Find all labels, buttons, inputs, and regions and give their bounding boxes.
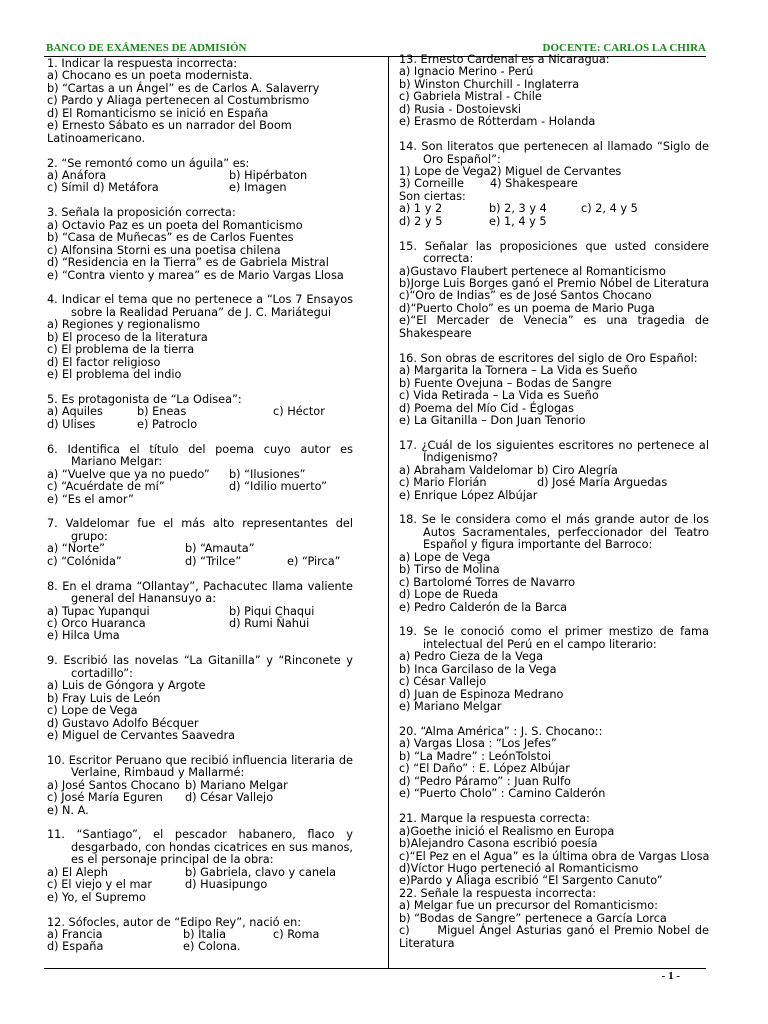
question (47, 207, 353, 282)
option: d) César Vallejo (185, 791, 274, 805)
option: d) El Romanticismo se inició en España (47, 106, 269, 120)
question (47, 518, 353, 568)
header-right-teacher: DOCENTE: CARLOS LA CHIRA (542, 42, 706, 54)
option: a) Octavio Paz es un poeta del Romanticismo (47, 218, 303, 232)
option: a) Margarita la Tornera – La Vida es Sueño (399, 364, 638, 378)
option: e) N. A. (47, 803, 89, 817)
option: b) Mariano Melgar (185, 778, 288, 792)
right-column (399, 53, 713, 950)
option: d) Ulises (47, 417, 96, 431)
option: d) Metáfora (93, 181, 159, 195)
option: d) “Pedro Páramo” : Juan Rulfo (399, 774, 571, 788)
option: b) Gabriela, clavo y canela (185, 865, 337, 879)
option: e) “Es el amor” (47, 492, 134, 506)
option: b) Fuente Ovejuna – Bodas de Sangre (399, 376, 612, 390)
option: a) Melgar fue un precursor del Romanticismo: (399, 899, 658, 913)
option: b) Tirso de Molina (399, 563, 500, 577)
option: d) José María Arguedas (537, 476, 668, 490)
question-stem: 18. Se le considera como el más grande autor de los Autos Sacramentales, perfeccionador del Teatro Español y figura importante del Barroco: (399, 513, 709, 552)
question-stem: 22. Señale la respuesta incorrecta: (399, 886, 597, 900)
question-stem: 15. Señalar las proposiciones que usted considere correcta: (399, 239, 709, 266)
option: d) Gustavo Adolfo Bécquer (47, 716, 199, 730)
option: c) 2, 4 y 5 (581, 202, 638, 216)
option: c) “El Daño” : E. López Albújar (399, 762, 570, 776)
option: e) Patroclo (137, 417, 198, 431)
question (47, 829, 353, 904)
question-stem: 7. Valdelomar fue el más alto representantes del grupo: (47, 517, 353, 543)
option: e) Imagen (229, 181, 287, 195)
option: e) “Pirca” (287, 554, 341, 568)
option: b) Fray Luis de León (47, 691, 161, 705)
question (399, 726, 709, 801)
option: d) Lope de Rueda (399, 588, 499, 602)
option: a) El Aleph (47, 865, 108, 879)
option: e) “Contra viento y marea” es de Mario Vargas Llosa (47, 268, 344, 282)
option: e) Yo, el Supremo (47, 890, 146, 904)
option: e) Hilca Uma (47, 629, 120, 643)
option: c) Orco Huaranca (47, 616, 146, 630)
option: c) César Vallejo (399, 675, 487, 689)
option: b) El proceso de la literatura (47, 330, 208, 344)
option: e) “Puerto Cholo” : Camino Calderón (399, 787, 606, 801)
option: c) “Acuérdate de mí” (47, 480, 165, 494)
question (47, 294, 353, 381)
option: c)“Oro de Indias” es de José Santos Chocano (399, 289, 652, 303)
option: 1) Lope de Vega (399, 165, 491, 179)
question-stem: 19. Se le conoció como el primer mestizo de fama intelectual del Perú en el campo literario: (399, 625, 709, 651)
question-stem: 6. Identifica el título del poema cuyo autor es Mariano Melgar: (47, 442, 353, 469)
page-number: - 1 - (661, 970, 680, 982)
option: b) “Ilusiones” (229, 467, 306, 481)
question-stem: 20. “Alma América” : J. S. Chocano:: (399, 725, 603, 739)
option: a) Luis de Góngora y Argote (47, 679, 206, 693)
option: d) “Idilio muerto” (229, 480, 327, 494)
option: d) El factor religioso (47, 355, 161, 369)
question (399, 440, 709, 502)
option: a) 1 y 2 (399, 202, 443, 216)
question (47, 444, 353, 506)
question-stem: 16. Son obras de escritores del siglo de Oro Español: (399, 351, 698, 365)
question (399, 241, 709, 341)
option: d)“Puerto Cholo” es un poema de Mario Puga (399, 301, 655, 315)
question (399, 141, 709, 228)
option: a) Tupac Yupanqui (47, 604, 150, 618)
question (399, 514, 709, 614)
question-stem: 17. ¿Cuál de los siguientes escritores no pertenece al Indigenismo? (399, 438, 709, 465)
option: b) Eneas (137, 405, 187, 419)
question-stem: 4. Indicar el tema que no pertenece a “Los 7 Ensayos sobre la Realidad Peruana” de J. C. Mariátegui (47, 293, 353, 319)
option: c) Roma (273, 928, 320, 942)
option: e) Mariano Melgar (399, 700, 502, 714)
question (47, 581, 353, 643)
option: d) “Residencia en la Tierra” es de Gabriela Mistral (47, 256, 329, 270)
option: c) Símil (47, 181, 89, 195)
question (47, 58, 353, 145)
option: b)Jorge Luis Borges ganó el Premio Nóbel de Literatura (399, 277, 710, 291)
option: e) Colona. (183, 940, 241, 954)
option: b) Inca Garcilaso de la Vega (399, 662, 557, 676)
option: d) Poema del Mío Cid - Églogas (399, 401, 574, 415)
option: c) Mario Florián (399, 476, 487, 490)
question-stem: 5. Es protagonista de “La Odisea”: (47, 392, 242, 406)
question (399, 626, 709, 713)
option: a) Chocano es un poeta modernista. (47, 69, 253, 83)
option: c) Héctor (273, 405, 325, 419)
option: c) Alfonsina Storni es una poetisa chilena (47, 243, 281, 257)
option: b) Hipérbaton (229, 169, 308, 183)
option: e) Pedro Calderón de la Barca (399, 600, 568, 614)
option: d) Juan de Espinoza Medrano (399, 687, 564, 701)
option: e) 1, 4 y 5 (489, 214, 547, 228)
option: d) Rumi Ñahui (229, 616, 310, 630)
option: d) Huasipungo (185, 878, 268, 892)
option: e) Ernesto Sábato es un narrador del Boom Latinoamericano. (47, 119, 292, 145)
option: b) Ciro Alegría (537, 463, 618, 477)
option: a) Aquiles (47, 405, 103, 419)
footer-rule (44, 968, 706, 969)
option: a) “Norte” (47, 542, 106, 556)
question-stem: 13. Ernesto Cardenal es a Nicaragua: (399, 53, 610, 66)
option: d) Rusia - Dostoievski (399, 102, 522, 116)
option: a)Gustavo Flaubert pertenece al Romanticismo (399, 264, 666, 278)
question-stem: 11. “Santiago”, el pescador habanero, flaco y desgarbado, con hondas cicatrices en sus manos, es el personaje principal de la obra: (47, 828, 353, 867)
option: c)“El Pez en el Agua” es la última obra de Vargas Llosa (399, 849, 710, 863)
option: b) “Casa de Muñecas” es de Carlos Fuentes (47, 231, 294, 245)
option: d)Víctor Hugo perteneció al Romanticismo (399, 861, 639, 875)
question-stem: 12. Sófocles, autor de “Edipo Rey”, nació en: (47, 915, 302, 929)
option: e) Enrique López Albújar (399, 488, 538, 502)
option: a) “Vuelve que ya no puedo” (47, 467, 210, 481)
question (47, 655, 353, 742)
option: b)Alejandro Casona escribió poesía (399, 837, 598, 851)
question (47, 394, 353, 431)
option: a) Lope de Vega (399, 550, 491, 564)
option: a) José Santos Chocano (47, 778, 180, 792)
question-stem: 10. Escritor Peruano que recibió influencia literaria de Verlaine, Rimbaud y Mallarmé: (47, 753, 353, 780)
option: c) Gabriela Mistral - Chile (399, 90, 542, 104)
option: c) “Colónida” (47, 554, 122, 568)
option: c) Miguel Ángel Asturias ganó el Premio Nobel de Literatura (399, 924, 713, 950)
question (47, 158, 353, 195)
option: d) 2 y 5 (399, 214, 443, 228)
question (399, 353, 709, 428)
question (47, 917, 353, 954)
option: e) El problema del indio (47, 368, 182, 382)
option: a) Anáfora (47, 169, 107, 183)
question-stem: 2. “Se remontó como un águila” es: (47, 156, 250, 170)
option: a) Francia (47, 928, 103, 942)
question-stem: 14. Son literatos que pertenecen al llamado “Siglo de Oro Español”: (399, 140, 709, 166)
option: a)Goethe inició el Realismo en Europa (399, 824, 615, 838)
option: b) “Cartas a un Ángel” es de Carlos A. Salaverry (47, 81, 320, 95)
option: a) Vargas Llosa : “Los Jefes” (399, 737, 557, 751)
option: b) “Amauta” (185, 542, 255, 556)
question (399, 54, 709, 129)
option: c) Vida Retirada – La Vida es Sueño (399, 389, 599, 403)
question (399, 813, 709, 888)
option: e) La Gitanilla – Don Juan Tenorio (399, 413, 586, 427)
option: d) España (47, 940, 104, 954)
option: b) “La Madre” : LeónTolstoi (399, 749, 552, 763)
question-stem: 21. Marque la respuesta correcta: (399, 812, 590, 826)
question-stem: 3. Señala la proposición correcta: (47, 206, 236, 220)
option: c) El problema de la tierra (47, 343, 195, 357)
left-column (47, 58, 353, 954)
option: d) “Trilce” (185, 554, 242, 568)
option: a) Pedro Cieza de la Vega (399, 650, 544, 664)
header-left-title: BANCO DE EXÁMENES DE ADMISIÓN (46, 42, 247, 54)
option: c) Bartolomé Torres de Navarro (399, 575, 576, 589)
option: a) Regiones y regionalismo (47, 318, 201, 332)
column-divider (388, 56, 389, 968)
option: 3) Corneille (399, 177, 464, 191)
question (47, 755, 353, 817)
option: b) 2, 3 y 4 (489, 202, 547, 216)
question-stem: 9. Escribió las novelas “La Gitanilla” y “Rinconete y cortadillo”: (47, 654, 353, 680)
option: c) Pardo y Aliaga pertenecen al Costumbrismo (47, 94, 310, 108)
option: c) José María Eguren (47, 791, 163, 805)
option-caption: Son ciertas: (399, 189, 466, 203)
option: 4) Shakespeare (490, 177, 578, 191)
option: e)Pardo y Aliaga escribió “El Sargento Canuto” (399, 874, 663, 888)
option: 2) Miguel de Cervantes (490, 165, 622, 179)
option: c) El viejo y el mar (47, 878, 153, 892)
question-stem: 8. En el drama “Ollantay”, Pachacutec llama valiente general del Hanansuyo a: (47, 579, 353, 606)
option: b) Winston Churchill - Inglaterra (399, 77, 580, 91)
option: b) “Bodas de Sangre” pertenece a García Lorca (399, 911, 667, 925)
option: b) Italia (183, 928, 227, 942)
option: a) Abraham Valdelomar (399, 463, 533, 477)
option: e) Miguel de Cervantes Saavedra (47, 728, 236, 742)
question-stem: 1. Indicar la respuesta incorrecta: (47, 57, 238, 70)
option: e)“El Mercader de Venecia” es una tragedia de Shakespeare (399, 314, 709, 340)
option: a) Ignacio Merino - Perú (399, 65, 534, 79)
question (399, 886, 713, 950)
option: b) Piqui Chaqui (229, 604, 315, 618)
option: c) Lope de Vega (47, 704, 138, 718)
option: e) Erasmo de Rótterdam - Holanda (399, 115, 596, 129)
